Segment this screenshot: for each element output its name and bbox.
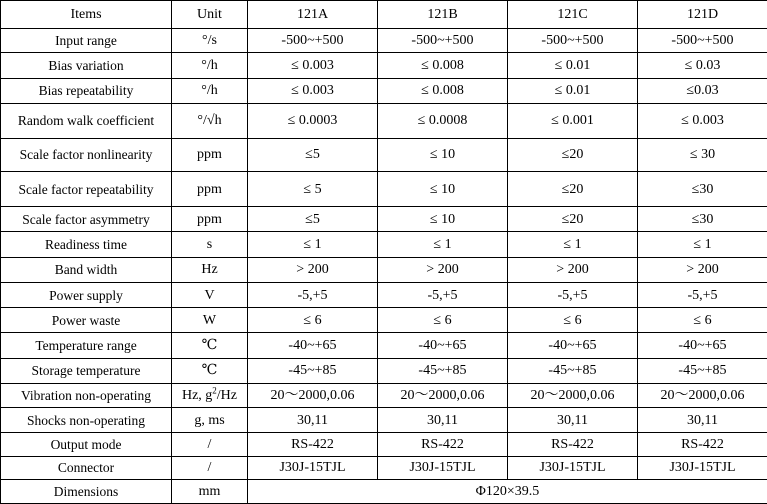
table-row [1,53,767,79]
value-cell: ≤ 5 [248,172,378,207]
value-cell: ≤5 [248,138,378,172]
value-cell: -45~+85 [508,359,638,384]
value-cell: -500~+500 [378,28,508,53]
unit-cell: °/s [172,28,248,53]
value-cell: -45~+85 [248,359,378,384]
unit-cell: W [172,307,248,333]
table-row [1,103,767,138]
value-cell: -5,+5 [378,283,508,308]
item-label: Input range [1,28,172,53]
item-label: Storage temperature [1,359,172,384]
value-cell-merged: Φ120×39.5 [248,480,767,504]
table-row [1,172,767,207]
value-cell: ≤20 [508,207,638,232]
value-cell: > 200 [378,257,508,283]
value-cell: RS-422 [508,433,638,457]
item-label: Band width [1,257,172,283]
table-row [1,283,767,308]
unit-cell: mm [172,480,248,504]
table-row [1,456,767,480]
value-cell: -40~+65 [508,333,638,359]
value-cell: -500~+500 [248,28,378,53]
value-cell: -500~+500 [508,28,638,53]
value-cell: 30,11 [638,408,767,433]
unit-cell: / [172,433,248,457]
unit-suffix: /Hz [216,388,238,404]
value-cell: -5,+5 [248,283,378,308]
unit-cell: s [172,231,248,257]
header-row [1,1,767,29]
value-cell: RS-422 [248,433,378,457]
value-cell: ≤ 10 [378,172,508,207]
table-row [1,257,767,283]
value-cell: RS-422 [378,433,508,457]
unit-cell: ppm [172,138,248,172]
header-items: Items [1,1,172,29]
value-cell: J30J-15TJL [378,456,508,480]
table-row [1,138,767,172]
table-row [1,408,767,433]
value-cell: > 200 [638,257,767,283]
item-label: Scale factor nonlinearity [1,138,172,172]
value-cell: ≤ 0.008 [378,78,508,103]
table-row [1,207,767,232]
unit-cell: g, ms [172,408,248,433]
value-cell: -5,+5 [638,283,767,308]
value-cell: ≤0.03 [638,78,767,103]
item-label: Scale factor asymmetry [1,207,172,232]
unit-prefix: Hz, g [181,388,213,404]
table-row [1,231,767,257]
value-cell: ≤ 0.0003 [248,103,378,138]
value-cell: 20～2000,0.06 [508,383,638,408]
value-cell: -500~+500 [638,28,767,53]
table-row [1,433,767,457]
value-cell: 20～2000,0.06 [248,383,378,408]
value-cell: J30J-15TJL [508,456,638,480]
table-row [1,383,767,408]
unit-cell: V [172,283,248,308]
item-label: Power waste [1,307,172,333]
unit-cell: °/h [172,78,248,103]
unit-cell: °/√h [172,103,248,138]
item-label: Dimensions [1,480,172,504]
value-cell: 30,11 [378,408,508,433]
item-label: Temperature range [1,333,172,359]
unit-cell [172,383,248,408]
value-cell: ≤ 0.03 [638,53,767,79]
value-cell: 30,11 [508,408,638,433]
value-cell: -5,+5 [508,283,638,308]
table-row [1,28,767,53]
value-cell: -40~+65 [638,333,767,359]
unit-cell: ppm [172,172,248,207]
value-cell: ≤ 0.001 [508,103,638,138]
value-cell: J30J-15TJL [638,456,767,480]
table-row [1,359,767,384]
value-cell: ≤ 10 [378,207,508,232]
value-cell: ≤ 0.003 [248,78,378,103]
value-cell: ≤ 6 [638,307,767,333]
item-label: Bias repeatability [1,78,172,103]
item-label: Random walk coefficient [1,103,172,138]
item-label: Connector [1,456,172,480]
value-cell: ≤30 [638,207,767,232]
value-cell: ≤20 [508,138,638,172]
item-label: Shocks non-operating [1,408,172,433]
unit-cell: ppm [172,207,248,232]
header-model: 121A [248,1,378,29]
header-unit: Unit [172,1,248,29]
value-cell: ≤ 0.003 [638,103,767,138]
value-cell: ≤ 1 [638,231,767,257]
value-cell: ≤ 0.003 [248,53,378,79]
item-label: Readiness time [1,231,172,257]
value-cell: ≤ 6 [508,307,638,333]
value-cell: ≤20 [508,172,638,207]
value-cell: ≤ 30 [638,138,767,172]
item-label: Bias variation [1,53,172,79]
value-cell: ≤ 0.008 [378,53,508,79]
unit-cell: ℃ [172,359,248,384]
value-cell: ≤ 1 [378,231,508,257]
item-label: Vibration non-operating [1,383,172,408]
value-cell: -40~+65 [248,333,378,359]
value-cell: ≤ 6 [248,307,378,333]
value-cell: ≤ 1 [248,231,378,257]
value-cell: 20～2000,0.06 [378,383,508,408]
table-row [1,480,767,504]
value-cell: ≤ 0.01 [508,53,638,79]
value-cell: -40~+65 [378,333,508,359]
value-cell: -45~+85 [378,359,508,384]
value-cell: ≤30 [638,172,767,207]
unit-cell: Hz [172,257,248,283]
value-cell: 20～2000,0.06 [638,383,767,408]
table-row [1,333,767,359]
item-label: Output mode [1,433,172,457]
table-row [1,78,767,103]
unit-superscript: 2 [212,385,217,396]
unit-cell: / [172,456,248,480]
header-model: 121D [638,1,767,29]
value-cell: > 200 [248,257,378,283]
item-label: Scale factor repeatability [1,172,172,207]
value-cell: J30J-15TJL [248,456,378,480]
value-cell: ≤ 6 [378,307,508,333]
value-cell: ≤5 [248,207,378,232]
value-cell: ≤ 0.0008 [378,103,508,138]
header-model: 121B [378,1,508,29]
value-cell: > 200 [508,257,638,283]
header-model: 121C [508,1,638,29]
unit-cell: °/h [172,53,248,79]
value-cell: ≤ 0.01 [508,78,638,103]
value-cell: -45~+85 [638,359,767,384]
unit-cell: ℃ [172,333,248,359]
value-cell: ≤ 10 [378,138,508,172]
value-cell: ≤ 1 [508,231,638,257]
table-row [1,307,767,333]
item-label: Power supply [1,283,172,308]
value-cell: 30,11 [248,408,378,433]
value-cell: RS-422 [638,433,767,457]
